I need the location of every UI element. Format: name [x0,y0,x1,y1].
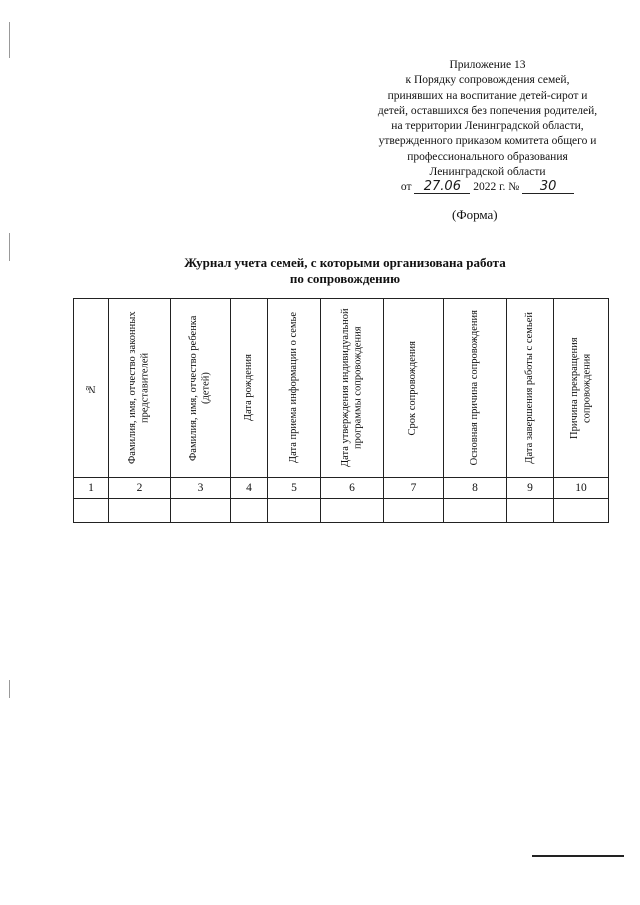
appendix-line: к Порядку сопровождения семей, [405,74,570,87]
column-number: 6 [321,478,384,499]
header-cell [554,299,609,478]
appendix-line: принявших на воспитание детей-сирот и [387,89,588,102]
order-date-handwritten: 27.06 [414,180,470,194]
empty-cell [444,499,507,523]
header-cell [507,299,554,478]
column-number-row [74,478,609,499]
scan-artifact [9,22,10,58]
header-cell [444,299,507,478]
header-text: Дата завершения работы с семьей [523,312,535,464]
scan-artifact [9,680,10,698]
column-number: 5 [268,478,321,499]
empty-cell [74,499,109,523]
appendix-line: утвержденного приказом комитета общего и [378,135,597,148]
header-text: Дата рождения [242,354,254,422]
header-text: Срок сопровождения [407,340,419,436]
empty-cell [384,499,444,523]
header-text: Причина прекращения сопровождения [568,337,592,439]
column-number: 9 [507,478,554,499]
appendix-line: детей, оставшихся без попечения родителей, [377,104,598,117]
header-text: Основная причина сопровождения [468,310,480,466]
empty-cell [171,499,231,523]
appendix-line: на территории Ленинградской области, [391,120,584,133]
column-number: 7 [384,478,444,499]
column-number: 3 [171,478,231,499]
document-title [130,255,560,287]
header-cell [321,299,384,478]
footer-rule [532,855,624,857]
order-prefix: от [400,181,412,194]
header-cell [384,299,444,478]
empty-cell [321,499,384,523]
header-text: Фамилия, имя, отчество ребенка (детей) [188,315,212,461]
header-text: Фамилия, имя, отчество законных представителей [127,311,151,465]
empty-cell [554,499,609,523]
order-reference [340,180,635,195]
header-cell [171,299,231,478]
header-cell [74,299,109,478]
appendix-header [340,58,635,196]
column-number: 2 [109,478,171,499]
header-text: Дата утверждения индивидуальной программы сопровождения [339,308,363,468]
appendix-line: Приложение 13 [449,59,526,71]
empty-row [74,499,609,523]
journal-table [73,298,609,523]
order-number-handwritten: 30 [522,180,574,194]
scan-artifact [9,233,10,261]
empty-cell [109,499,171,523]
header-cell [109,299,171,478]
table-header-row [74,299,609,478]
header-cell [231,299,268,478]
column-number: 1 [74,478,109,499]
appendix-line: Ленинградской области [429,166,546,179]
order-year: 2022 г. № [473,181,520,194]
appendix-line: профессионального образования [407,150,568,163]
empty-cell [231,499,268,523]
title-line-1: Журнал учета семей, с которыми организована работа [184,255,506,270]
title-line-2: по сопровождению [289,271,401,286]
header-text: Дата приема информации о семье [287,312,299,464]
column-number: 8 [444,478,507,499]
form-label: (Форма) [452,207,498,222]
column-number: 10 [554,478,609,499]
header-text: № [84,382,96,394]
column-number: 4 [231,478,268,499]
header-cell [268,299,321,478]
empty-cell [268,499,321,523]
empty-cell [507,499,554,523]
